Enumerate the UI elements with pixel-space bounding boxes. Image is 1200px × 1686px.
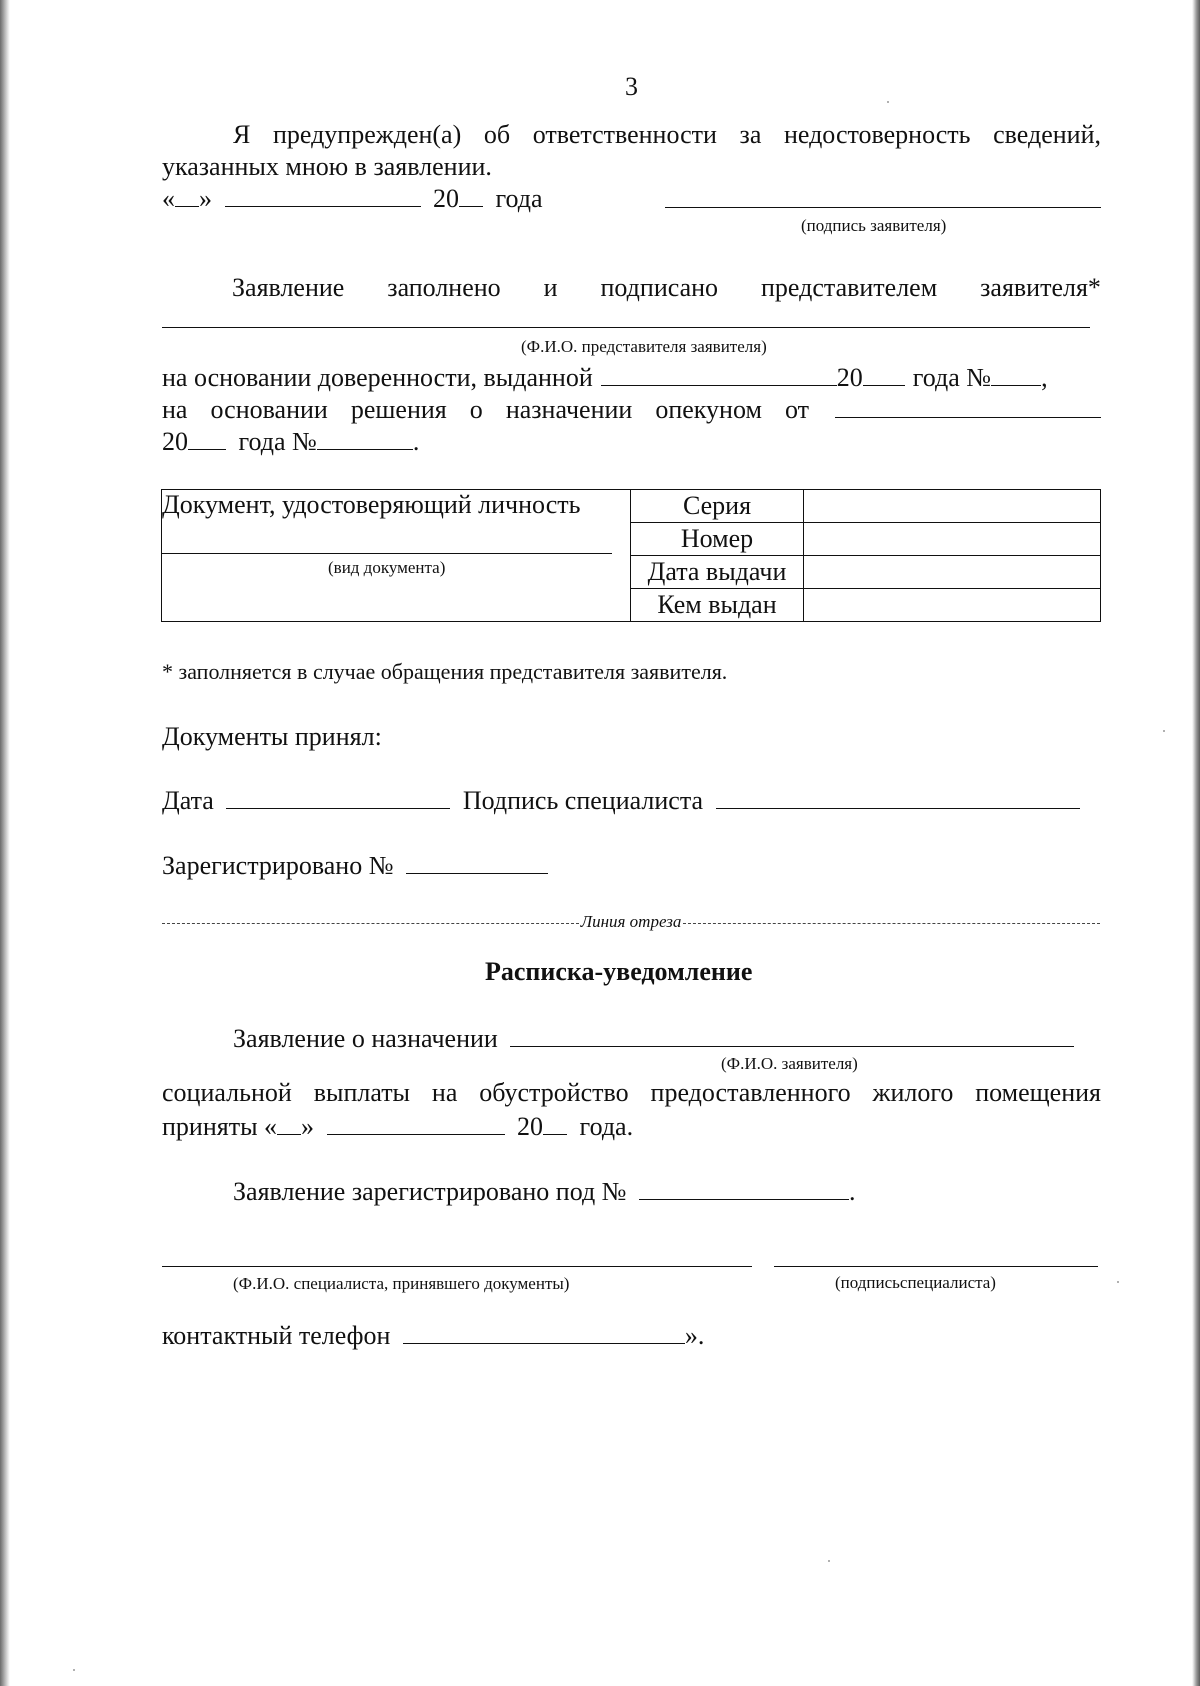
id-document-caption: (вид документа): [328, 558, 446, 577]
receipt-registered-blank[interactable]: [639, 1177, 849, 1200]
guardian-date-blank[interactable]: [835, 395, 1101, 418]
table-row: [162, 490, 1101, 523]
accepted-title: Документы принял:: [162, 722, 382, 751]
guardian-number-label: года №: [238, 427, 317, 456]
field-value-number[interactable]: [804, 523, 1101, 556]
receipt-year-word: года.: [579, 1112, 634, 1141]
footnote: * заполняется в случае обращения представителя заявителя.: [162, 659, 728, 684]
applicant-date-line: [162, 183, 543, 215]
warning-line-2: указанных мною в заявлении.: [162, 152, 492, 181]
applicant-signature-line[interactable]: [665, 207, 1101, 208]
scan-edge-right: [1192, 0, 1200, 1686]
word: на: [162, 395, 188, 424]
proxy-number-label: года №: [912, 363, 992, 392]
year-blank[interactable]: [459, 184, 483, 207]
id-document-type-cell[interactable]: [162, 490, 631, 622]
specialist-signature-caption: (подписьспециалиста): [835, 1273, 996, 1292]
receipt-day-blank[interactable]: [277, 1112, 301, 1135]
scan-edge-left: [0, 0, 10, 1686]
specialist-signature-label: Подпись специалиста: [462, 786, 704, 815]
word: от: [784, 395, 809, 424]
guardian-year: 20: [162, 427, 188, 456]
id-document-type-line[interactable]: [162, 553, 612, 554]
accepted-date-label: Дата: [162, 786, 214, 815]
id-document-table: [161, 489, 1101, 622]
proxy-issuer-blank[interactable]: [601, 363, 837, 386]
word: и: [543, 273, 558, 302]
receipt-registered-end: .: [849, 1177, 856, 1206]
field-label-issued-by: Кем выдан: [631, 589, 804, 622]
receipt-title: Расписка-уведомление: [485, 957, 753, 986]
proxy-line: [162, 362, 1101, 394]
registered-label: Зарегистрировано №: [162, 851, 394, 880]
field-label-issue-date: Дата выдачи: [631, 556, 804, 589]
field-value-issued-by[interactable]: [804, 589, 1101, 622]
day-blank[interactable]: [175, 184, 199, 207]
proxy-text: на основании доверенности, выданной: [162, 363, 593, 392]
word: опекуном: [655, 395, 762, 424]
word: решения: [350, 395, 447, 424]
specialist-signature-line[interactable]: [774, 1266, 1098, 1267]
cut-line: [162, 912, 1100, 932]
representative-line: [232, 272, 1101, 304]
scan-speck: [828, 1560, 830, 1562]
receipt-registered-line: [233, 1176, 856, 1208]
scan-speck: [73, 1669, 75, 1671]
field-label-series: Серия: [631, 490, 804, 523]
cut-dash-right: [683, 923, 1100, 924]
warning-line-1: Я предупрежден(а) об ответственности за недостоверность сведений,: [233, 120, 1101, 149]
receipt-applicant-blank[interactable]: [510, 1024, 1074, 1047]
contact-phone-line: [162, 1320, 704, 1352]
id-document-title: Документ, удостоверяющий личность: [162, 490, 581, 519]
registered-line: [162, 850, 548, 882]
page-number: 3: [625, 72, 638, 101]
receipt-registered-label: Заявление зарегистрировано под №: [233, 1177, 627, 1206]
receipt-accepted-close: »: [301, 1112, 315, 1141]
proxy-end: ,: [1041, 363, 1048, 392]
word: представителем: [761, 273, 938, 302]
guardian-number-blank[interactable]: [317, 427, 413, 450]
receipt-month-blank[interactable]: [327, 1112, 505, 1135]
field-value-issue-date[interactable]: [804, 556, 1101, 589]
year-word: года: [495, 184, 543, 213]
month-blank[interactable]: [225, 184, 421, 207]
receipt-application-line: [233, 1023, 1074, 1055]
cut-line-label: Линия отреза: [580, 912, 682, 931]
proxy-number-blank[interactable]: [991, 363, 1041, 386]
word: Заявление: [232, 273, 345, 302]
guardian-text: [162, 394, 809, 426]
accepted-date-blank[interactable]: [226, 786, 450, 809]
receipt-application-label: Заявление о назначении: [233, 1024, 498, 1053]
word: о: [469, 395, 483, 424]
word: назначении: [505, 395, 633, 424]
scan-speck: [1117, 1281, 1119, 1283]
guardian-year-blank[interactable]: [188, 427, 226, 450]
registered-number-blank[interactable]: [406, 851, 548, 874]
specialist-fio-line[interactable]: [162, 1266, 752, 1267]
proxy-year-blank[interactable]: [863, 363, 905, 386]
word: подписано: [600, 273, 719, 302]
accepted-date-line: [162, 785, 1080, 817]
representative-fio-caption: (Ф.И.О. представителя заявителя): [521, 337, 767, 356]
guardian-number-line: [162, 426, 419, 458]
proxy-year: 20: [836, 363, 863, 392]
cut-dash-left: [162, 923, 579, 924]
receipt-accepted-label: приняты «: [162, 1112, 278, 1141]
scan-speck: [1163, 730, 1165, 732]
specialist-signature-blank[interactable]: [716, 786, 1080, 809]
field-label-number: Номер: [631, 523, 804, 556]
word: заявителя*: [980, 273, 1101, 302]
specialist-fio-caption: (Ф.И.О. специалиста, принявшего документы): [233, 1274, 570, 1293]
guardian-end: .: [412, 427, 420, 456]
receipt-year-blank[interactable]: [543, 1112, 567, 1135]
representative-fio-line[interactable]: [162, 327, 1090, 328]
receipt-applicant-caption: (Ф.И.О. заявителя): [721, 1054, 858, 1073]
year-prefix: 20: [433, 184, 459, 213]
field-value-series[interactable]: [804, 490, 1101, 523]
word: основании: [210, 395, 328, 424]
scan-speck: [887, 101, 889, 103]
receipt-purpose-line: социальной выплаты на обустройство предоставленного жилого помещения: [162, 1078, 1101, 1107]
guardian-line: [162, 394, 1101, 426]
date-open-quote: «: [162, 184, 175, 213]
word: заполнено: [387, 273, 501, 302]
applicant-signature-caption: (подпись заявителя): [801, 216, 947, 235]
receipt-accepted-line: [162, 1111, 633, 1143]
contact-phone-blank[interactable]: [403, 1321, 685, 1344]
receipt-year-prefix: 20: [517, 1112, 544, 1141]
contact-phone-end: ».: [684, 1321, 705, 1350]
contact-phone-label: контактный телефон: [162, 1321, 391, 1350]
date-close-quote: »: [199, 184, 212, 213]
